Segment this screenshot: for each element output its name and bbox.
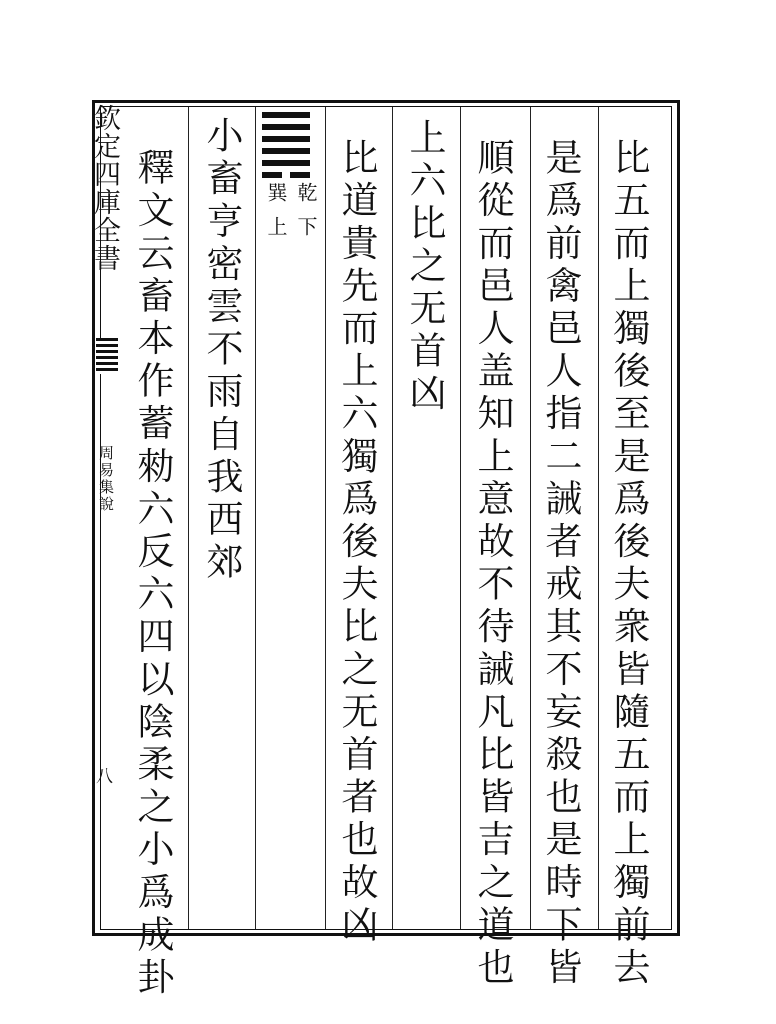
hexagram-line [262, 112, 310, 118]
lower-trigram-label: 乾下 [294, 182, 318, 250]
text-column-2: 是爲前禽邑人指二誡者戒其不妄殺也是時下皆 [539, 138, 582, 990]
column-rule [392, 107, 393, 929]
column-rule [598, 107, 599, 929]
text-column-5: 比道貴先而上六獨爲後夫比之无首者也故凶 [335, 138, 378, 948]
hexagram-line [262, 148, 310, 154]
text-column-3: 順從而邑人盖知上意故不待誡凡比皆吉之道也 [471, 138, 514, 990]
column-rule [325, 107, 326, 929]
column-rule [255, 107, 256, 929]
hexagram-figure [262, 112, 310, 184]
column-rule [460, 107, 461, 929]
text-column-6: 小畜亨密雲不雨自我西郊 [200, 116, 243, 585]
margin-book-title: 周易集說 [97, 445, 115, 513]
hexagram-line [262, 160, 310, 166]
column-rule [188, 107, 189, 929]
fish-tail-mark [96, 338, 118, 374]
page-number: 八 [96, 767, 113, 787]
hexagram-line [262, 124, 310, 130]
text-column-7: 釋文云畜本作蓄勑六反六四以陰柔之小爲成卦 [131, 148, 174, 1000]
margin-series-title: 欽定四庫全書 [89, 104, 120, 272]
column-rule [530, 107, 531, 929]
inner-border [100, 106, 672, 930]
text-column-4: 上六比之无首凶 [403, 118, 446, 417]
hexagram-line [262, 172, 310, 178]
upper-trigram-label: 巽上 [264, 182, 288, 250]
hexagram-line [262, 136, 310, 142]
text-column-1: 比五而上獨後至是爲後夫衆皆隨五而上獨前去 [607, 138, 650, 990]
